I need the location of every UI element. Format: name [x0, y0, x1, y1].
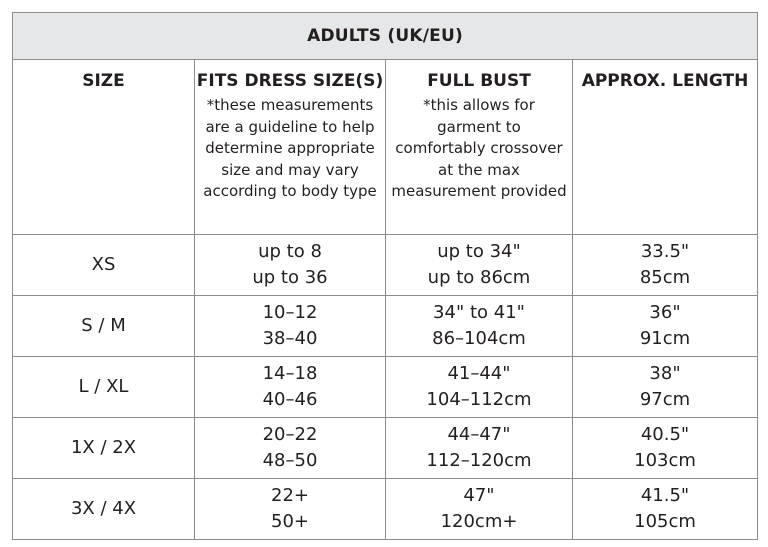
dress-size-eu: 38–40 — [262, 328, 318, 349]
dress-size-cell — [195, 418, 386, 479]
length-cell — [573, 479, 758, 540]
column-header-size — [13, 60, 195, 235]
dress-size-uk: 14–18 — [262, 363, 318, 384]
column-note: *this allows for garment to comfortably crossover at the max measurement provided — [391, 96, 567, 200]
length-cell — [573, 235, 758, 296]
length-inches: 33.5" — [640, 241, 690, 262]
column-header-full-bust — [386, 60, 573, 235]
table-row — [13, 479, 758, 540]
size-cell: XS — [13, 235, 195, 296]
dress-size-cell — [195, 479, 386, 540]
table-row — [13, 296, 758, 357]
bust-inches: up to 34" — [437, 241, 521, 262]
table-title-row — [13, 13, 758, 60]
dress-size-uk: 22+ — [271, 485, 309, 506]
table-row — [13, 357, 758, 418]
bust-cm: 120cm+ — [440, 511, 518, 532]
size-cell: S / M — [13, 296, 195, 357]
size-cell: 3X / 4X — [13, 479, 195, 540]
length-inches: 40.5" — [640, 424, 690, 445]
length-cell — [573, 357, 758, 418]
bust-cm: 112–120cm — [426, 450, 532, 471]
bust-cell — [386, 418, 573, 479]
size-chart-table — [12, 12, 758, 540]
bust-cm: up to 86cm — [427, 267, 531, 288]
column-header-length — [573, 60, 758, 235]
length-cell — [573, 418, 758, 479]
column-heading: APPROX. LENGTH — [581, 71, 749, 91]
bust-cell — [386, 479, 573, 540]
bust-cell — [386, 296, 573, 357]
dress-size-eu: 48–50 — [262, 450, 318, 471]
dress-size-uk: up to 8 — [258, 241, 322, 262]
length-inches: 41.5" — [640, 485, 690, 506]
length-cm: 103cm — [634, 450, 696, 471]
dress-size-eu: 50+ — [271, 511, 309, 532]
length-inches: 38" — [649, 363, 681, 384]
dress-size-uk: 10–12 — [262, 302, 318, 323]
bust-cm: 86–104cm — [432, 328, 526, 349]
table-row — [13, 235, 758, 296]
column-heading: FULL BUST — [427, 71, 531, 91]
length-cm: 105cm — [634, 511, 696, 532]
bust-inches: 34" to 41" — [433, 302, 525, 323]
table-header-row — [13, 60, 758, 235]
length-inches: 36" — [649, 302, 681, 323]
bust-cm: 104–112cm — [426, 389, 532, 410]
column-heading: SIZE — [82, 71, 125, 91]
bust-inches: 41–44" — [447, 363, 511, 384]
bust-inches: 44–47" — [447, 424, 511, 445]
table-row — [13, 418, 758, 479]
size-cell: 1X / 2X — [13, 418, 195, 479]
bust-inches: 47" — [463, 485, 495, 506]
dress-size-eu: up to 36 — [252, 267, 328, 288]
dress-size-cell — [195, 357, 386, 418]
column-note: *these measurements are a guideline to help determine appropriate size and may vary according to body type — [203, 96, 377, 200]
dress-size-uk: 20–22 — [262, 424, 318, 445]
length-cell — [573, 296, 758, 357]
column-heading: FITS DRESS SIZE(S) — [196, 71, 384, 91]
table-title: ADULTS (UK/EU) — [13, 13, 758, 60]
dress-size-cell — [195, 235, 386, 296]
bust-cell — [386, 357, 573, 418]
length-cm: 91cm — [639, 328, 691, 349]
dress-size-cell — [195, 296, 386, 357]
length-cm: 97cm — [639, 389, 691, 410]
column-header-dress-size — [195, 60, 386, 235]
bust-cell — [386, 235, 573, 296]
size-cell: L / XL — [13, 357, 195, 418]
length-cm: 85cm — [639, 267, 691, 288]
dress-size-eu: 40–46 — [262, 389, 318, 410]
